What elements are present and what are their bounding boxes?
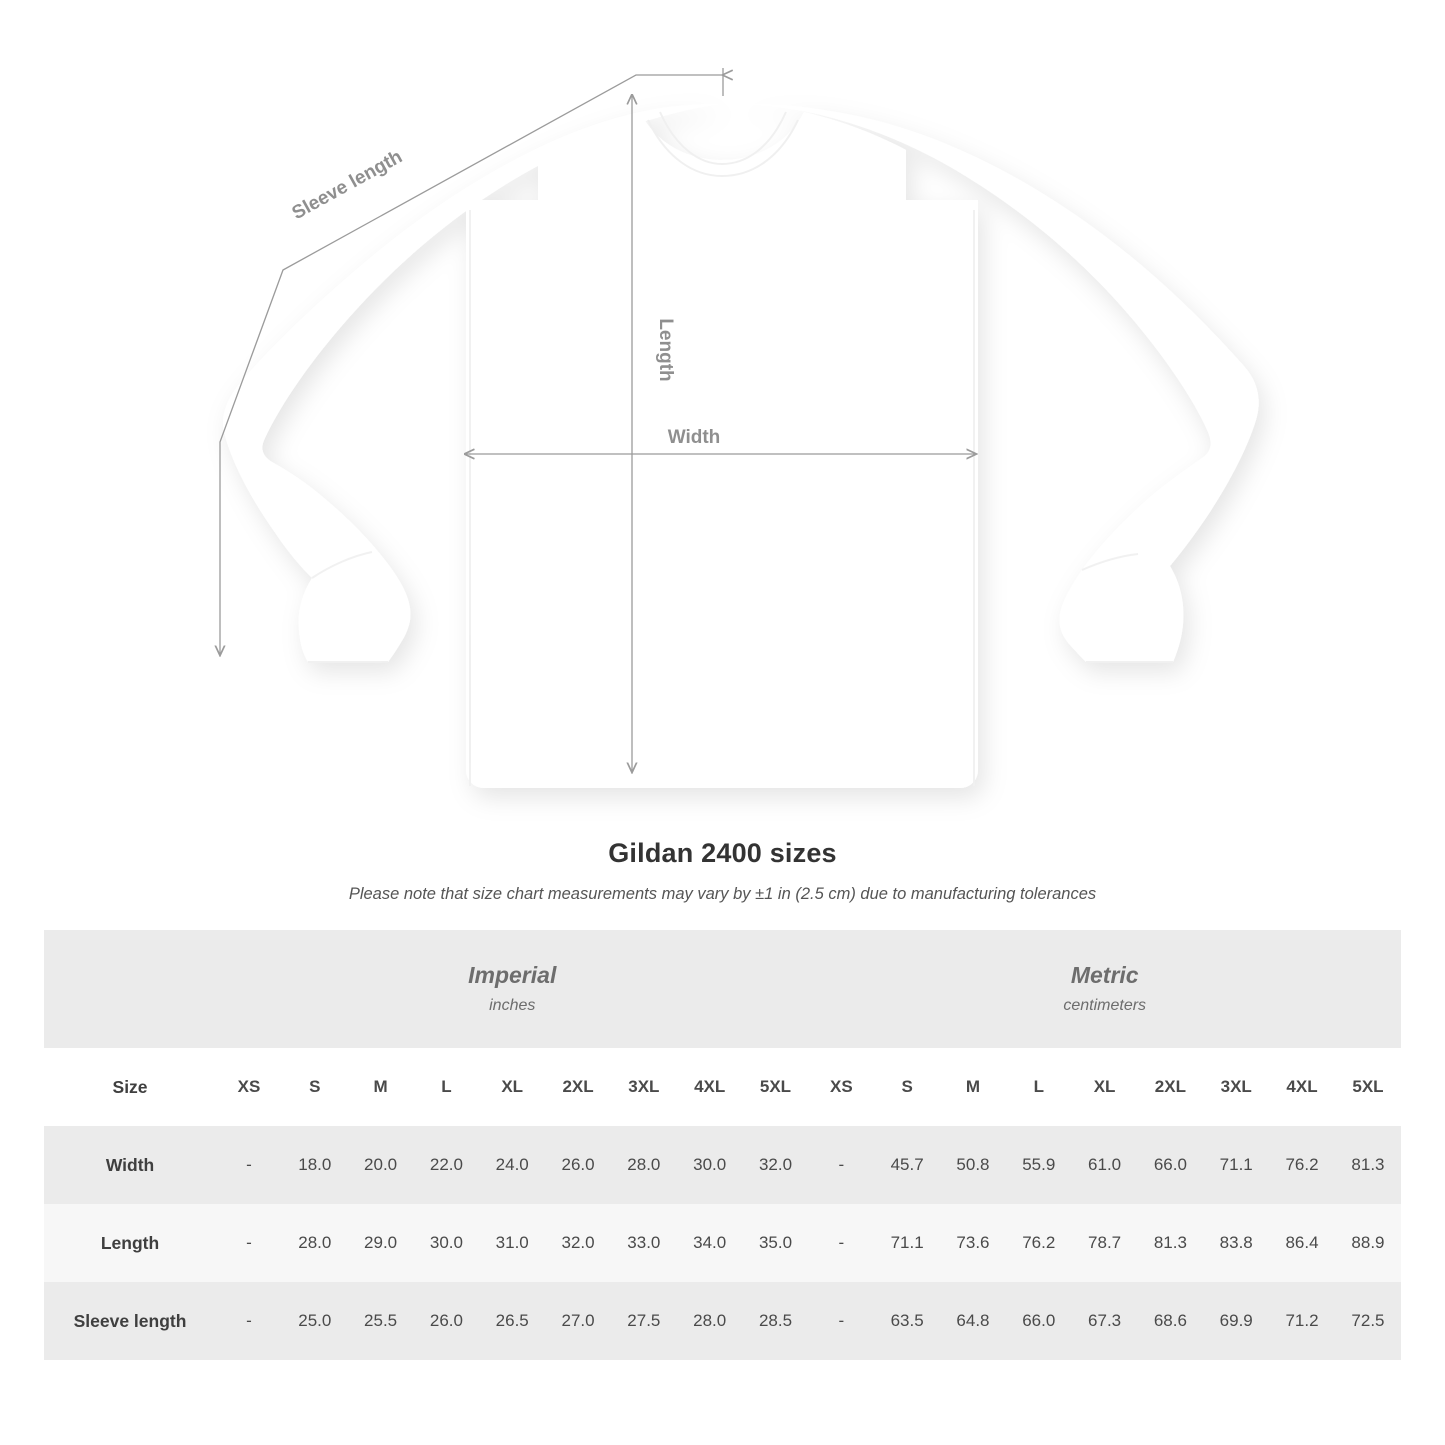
size-header-cell: 5XL — [1335, 1048, 1401, 1126]
title-block — [0, 838, 1445, 904]
cell: 28.0 — [677, 1282, 743, 1360]
cell: 28.0 — [611, 1126, 677, 1204]
size-header-label: Size — [44, 1048, 216, 1126]
cell: 76.2 — [1269, 1126, 1335, 1204]
row-label-length: Length — [44, 1204, 216, 1282]
table-row — [44, 1126, 1401, 1204]
row-label-sleeve-length: Sleeve length — [44, 1282, 216, 1360]
cell: 81.3 — [1137, 1204, 1203, 1282]
cell: 73.6 — [940, 1204, 1006, 1282]
cell: 66.0 — [1137, 1126, 1203, 1204]
size-header-cell: XL — [1072, 1048, 1138, 1126]
unit-group-metric-label: Metric — [1070, 961, 1139, 988]
cell: 67.3 — [1072, 1282, 1138, 1360]
size-header-cell: S — [282, 1048, 348, 1126]
cell: 33.0 — [611, 1204, 677, 1282]
cell: 31.0 — [479, 1204, 545, 1282]
tolerance-note: Please note that size chart measurements may vary by ±1 in (2.5 cm) due to manufacturing tolerances — [348, 885, 1097, 903]
size-header-cell: M — [940, 1048, 1006, 1126]
size-header-cell: 2XL — [1137, 1048, 1203, 1126]
cell: - — [808, 1282, 874, 1360]
cell: - — [216, 1204, 282, 1282]
unit-group-imperial-label: Imperial — [468, 961, 557, 988]
size-header-cell: 5XL — [743, 1048, 809, 1126]
cell: 28.5 — [743, 1282, 809, 1360]
cell: 35.0 — [743, 1204, 809, 1282]
unit-header-spacer — [44, 930, 216, 1048]
size-header-cell: M — [348, 1048, 414, 1126]
size-header-cell: XL — [479, 1048, 545, 1126]
unit-group-imperial-sub: inches — [489, 997, 536, 1015]
cell: 25.5 — [348, 1282, 414, 1360]
cell: 32.0 — [743, 1126, 809, 1204]
size-header-cell: L — [1006, 1048, 1072, 1126]
cell: 61.0 — [1072, 1126, 1138, 1204]
cell: - — [216, 1126, 282, 1204]
cell: 72.5 — [1335, 1282, 1401, 1360]
cell: 88.9 — [1335, 1204, 1401, 1282]
cell: 24.0 — [479, 1126, 545, 1204]
cell: 45.7 — [874, 1126, 940, 1204]
size-header-cell: L — [414, 1048, 480, 1126]
size-header-cell: 4XL — [1269, 1048, 1335, 1126]
size-table — [44, 930, 1401, 1360]
width-label: Width — [667, 427, 721, 448]
cell: 66.0 — [1006, 1282, 1072, 1360]
cell: 64.8 — [940, 1282, 1006, 1360]
cell: 76.2 — [1006, 1204, 1072, 1282]
cell: 26.0 — [545, 1126, 611, 1204]
cell: 27.5 — [611, 1282, 677, 1360]
unit-group-imperial — [216, 930, 808, 1048]
cell: 25.0 — [282, 1282, 348, 1360]
cell: 69.9 — [1203, 1282, 1269, 1360]
cell: 83.8 — [1203, 1204, 1269, 1282]
cell: 26.0 — [414, 1282, 480, 1360]
cell: 71.1 — [874, 1204, 940, 1282]
size-table-wrap — [44, 930, 1401, 1360]
size-header-cell: XS — [216, 1048, 282, 1126]
size-header-cell: 4XL — [677, 1048, 743, 1126]
cell: 86.4 — [1269, 1204, 1335, 1282]
length-label: Length — [655, 318, 676, 382]
cell: 29.0 — [348, 1204, 414, 1282]
cell: 28.0 — [282, 1204, 348, 1282]
unit-group-metric — [808, 930, 1401, 1048]
cell: 68.6 — [1137, 1282, 1203, 1360]
cell: - — [216, 1282, 282, 1360]
cell: 34.0 — [677, 1204, 743, 1282]
cell: 81.3 — [1335, 1126, 1401, 1204]
cell: 26.5 — [479, 1282, 545, 1360]
size-header-cell: XS — [808, 1048, 874, 1126]
cell: 20.0 — [348, 1126, 414, 1204]
cell: 32.0 — [545, 1204, 611, 1282]
page-title: Gildan 2400 sizes — [608, 838, 837, 868]
table-row — [44, 1282, 1401, 1360]
cell: - — [808, 1204, 874, 1282]
cell: 30.0 — [677, 1126, 743, 1204]
table-row — [44, 1204, 1401, 1282]
cell: 27.0 — [545, 1282, 611, 1360]
size-header-cell: 3XL — [611, 1048, 677, 1126]
cell: 22.0 — [414, 1126, 480, 1204]
size-header-cell: 3XL — [1203, 1048, 1269, 1126]
cell: 30.0 — [414, 1204, 480, 1282]
cell: 50.8 — [940, 1126, 1006, 1204]
cell: 55.9 — [1006, 1126, 1072, 1204]
cell: 71.1 — [1203, 1126, 1269, 1204]
cell: 78.7 — [1072, 1204, 1138, 1282]
size-header-cell: S — [874, 1048, 940, 1126]
row-label-width: Width — [44, 1126, 216, 1204]
size-header-row — [44, 1048, 1401, 1126]
size-header-cell: 2XL — [545, 1048, 611, 1126]
unit-group-metric-sub: centimeters — [1063, 997, 1147, 1015]
cell: 63.5 — [874, 1282, 940, 1360]
cell: - — [808, 1126, 874, 1204]
shirt-shape — [223, 104, 1259, 788]
unit-header-row — [44, 930, 1401, 1048]
cell: 18.0 — [282, 1126, 348, 1204]
cell: 71.2 — [1269, 1282, 1335, 1360]
sleeve-length-label: Sleeve length — [288, 146, 406, 225]
